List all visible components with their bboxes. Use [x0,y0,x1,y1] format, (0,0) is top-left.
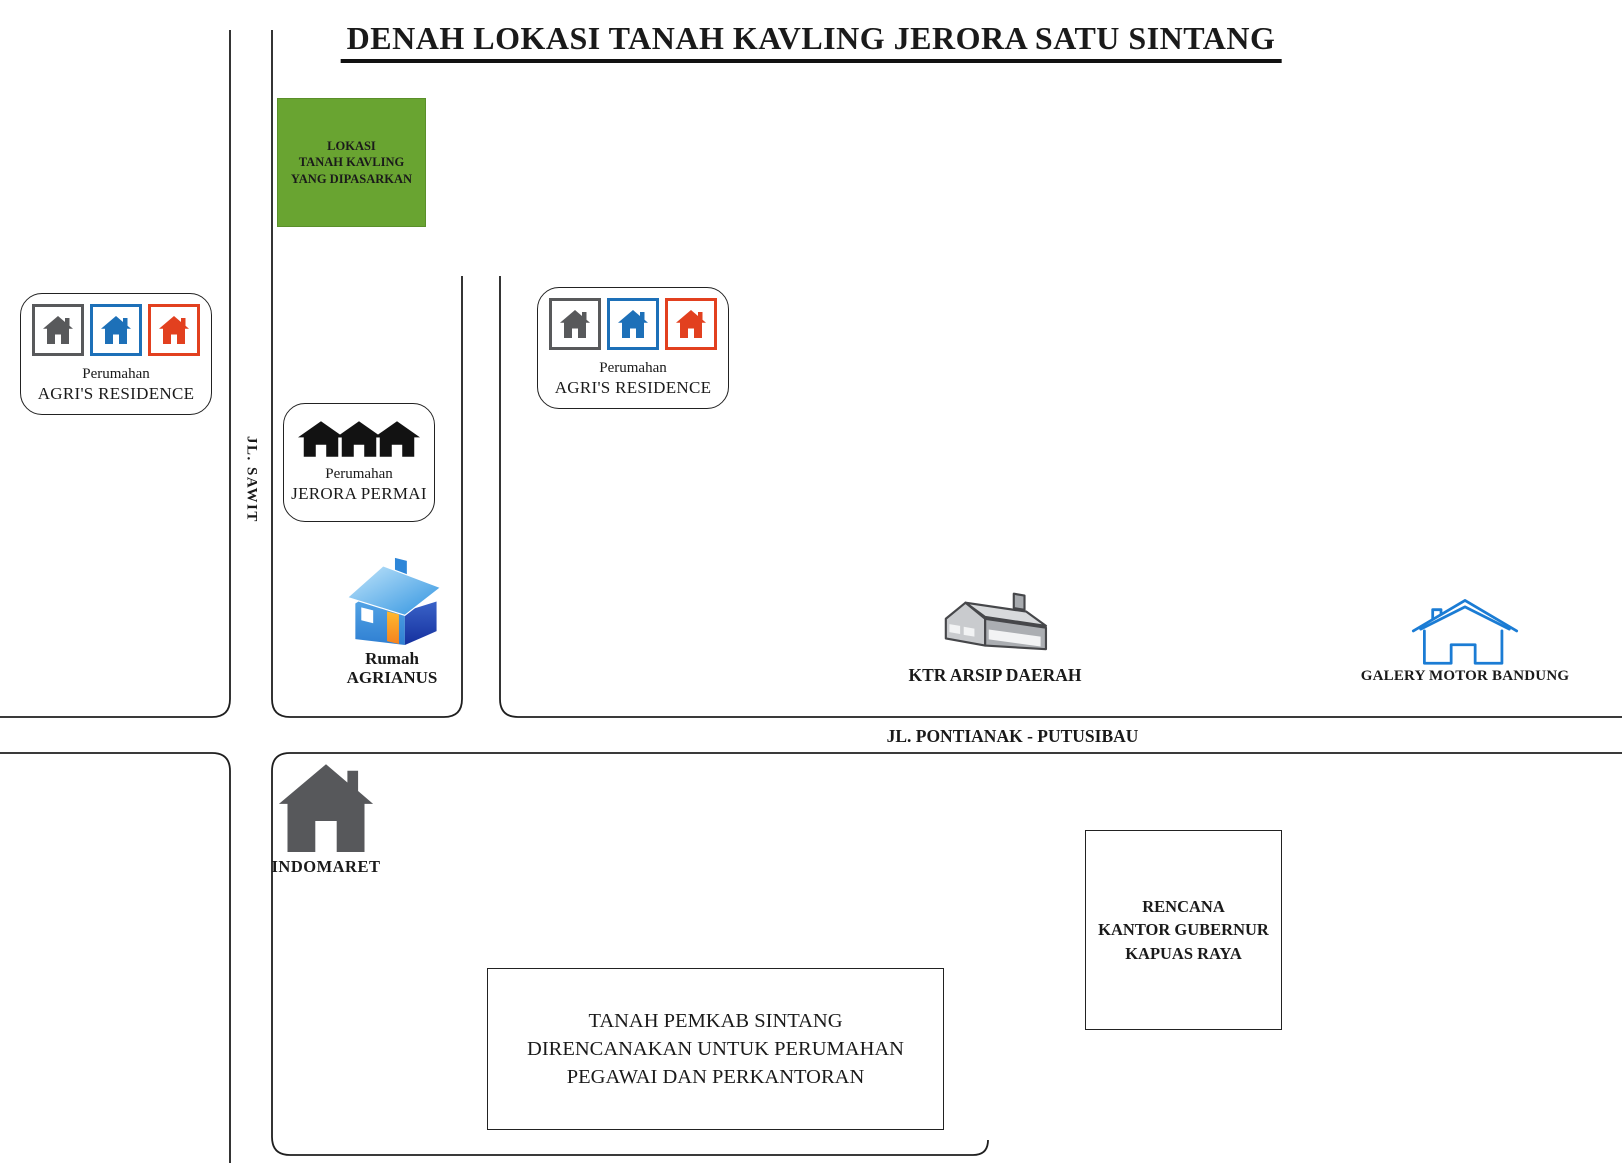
road-label-jl-pontianak: JL. PONTIANAK - PUTUSIBAU [886,726,1139,746]
blue-outline-house-icon [1407,594,1523,666]
residence-label-line2: JERORA PERMAI [291,483,427,503]
indomaret-figure [262,760,390,877]
jerora-permai-card [283,403,435,522]
rencana-line: KANTOR GUBERNUR [1098,920,1269,940]
rumah-agrianus-figure [312,546,472,687]
agrianus-label-line2: AGRIANUS [346,667,438,687]
house-icon-gray [32,304,84,356]
marketed-plot-line: YANG DIPASARKAN [290,171,413,186]
black-house-icon [374,421,420,457]
warehouse-icon [929,583,1061,659]
ktr-arsip-daerah-figure [905,583,1085,686]
residence-label-line1: Perumahan [325,465,393,482]
agrianus-label-line1: Rumah [365,649,419,668]
block-outline-bottom-middle [272,753,1622,1155]
house-icons-row [32,304,200,356]
block-outline-bottom-left [0,753,230,1163]
house-icon-red [665,298,717,350]
ktr-arsip-daerah-label: KTR ARSIP DAERAH [908,665,1082,685]
residence-label-line1: Perumahan [599,359,667,376]
black-houses-row [302,421,416,457]
house-icon-blue [607,298,659,350]
tanah-pemkab-line: DIRENCANAKAN UNTUK PERUMAHAN [527,1037,904,1060]
agris-residence-left-card [20,293,212,415]
residence-label-line2: AGRI'S RESIDENCE [554,377,712,397]
rencana-kantor-box [1085,830,1282,1030]
dark-house-icon [276,760,376,852]
marketed-plot-line: TANAH KAVLING [298,155,405,170]
blue-3d-house-icon [336,546,448,650]
house-icon-gray [549,298,601,350]
house-icon-blue [90,304,142,356]
galery-motor-bandung-figure [1360,594,1570,685]
house-icons-row [549,298,717,350]
indomaret-label: INDOMARET [271,857,381,876]
rencana-line: KAPUAS RAYA [1125,943,1242,963]
house-icon-red [148,304,200,356]
tanah-pemkab-box [487,968,944,1130]
tanah-pemkab-line: PEGAWAI DAN PERKANTORAN [566,1066,865,1089]
residence-label-line1: Perumahan [82,365,150,382]
residence-label-line2: AGRI'S RESIDENCE [37,383,195,403]
page-title: DENAH LOKASI TANAH KAVLING JERORA SATU SINTANG [341,20,1282,63]
agris-residence-right-card [537,287,729,409]
galery-motor-bandung-label: GALERY MOTOR BANDUNG [1360,668,1570,684]
marketed-plot-line: LOKASI [327,139,376,154]
road-label-jl-sawit: JL. SAWIT [243,435,260,523]
rencana-line: RENCANA [1142,897,1225,917]
tanah-pemkab-line: TANAH PEMKAB SINTANG [588,1009,843,1032]
marketed-plot-box [277,98,426,227]
